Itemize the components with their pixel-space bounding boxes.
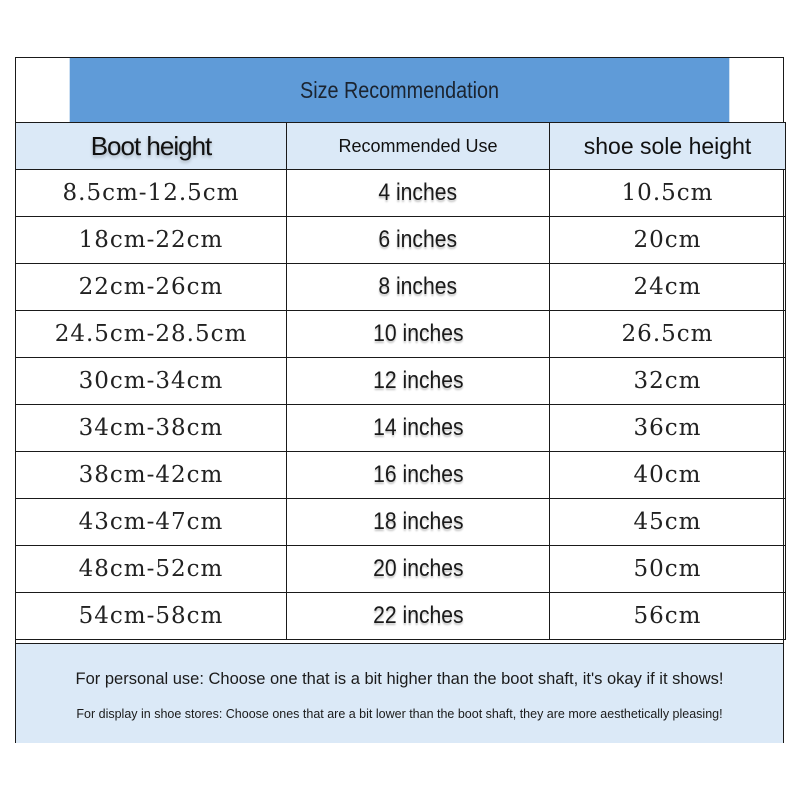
boot-height-cell: 30cm-34cm: [16, 358, 287, 405]
recommended-use-cell: [287, 405, 550, 452]
header-boot-height: Boot height: [16, 123, 287, 170]
recommended-use-cell: [287, 452, 550, 499]
sole-height-cell: 45cm: [550, 499, 786, 546]
recommended-use-cell: [287, 358, 550, 405]
header-row: [16, 123, 786, 170]
recommended-use-cell: [287, 593, 550, 640]
table-row: [16, 452, 786, 499]
sole-height-cell: 24cm: [550, 264, 786, 311]
recommended-use-value: 14 inches: [372, 414, 464, 441]
boot-height-cell: 38cm-42cm: [16, 452, 287, 499]
recommended-use-value: 22 inches: [372, 602, 464, 629]
recommended-use-value: 20 inches: [372, 555, 464, 582]
sole-height-cell: 40cm: [550, 452, 786, 499]
sole-height-cell: 26.5cm: [550, 311, 786, 358]
recommended-use-value: 16 inches: [372, 461, 464, 488]
chart-title: Size Recommendation: [70, 58, 730, 122]
header-recommended-use: Recommended Use: [287, 123, 550, 170]
recommended-use-cell: [287, 170, 550, 217]
recommended-use-cell: [287, 217, 550, 264]
sole-height-cell: 56cm: [550, 593, 786, 640]
recommended-use-value: 12 inches: [372, 367, 464, 394]
boot-height-cell: 54cm-58cm: [16, 593, 287, 640]
boot-height-cell: 22cm-26cm: [16, 264, 287, 311]
table-row: [16, 311, 786, 358]
boot-height-cell: 48cm-52cm: [16, 546, 287, 593]
table-row: [16, 593, 786, 640]
boot-height-cell: 43cm-47cm: [16, 499, 287, 546]
recommended-use-value: 10 inches: [372, 320, 464, 347]
recommended-use-cell: [287, 546, 550, 593]
recommended-use-cell: [287, 264, 550, 311]
table-row: [16, 170, 786, 217]
sole-height-cell: 32cm: [550, 358, 786, 405]
boot-height-cell: 34cm-38cm: [16, 405, 287, 452]
personal-use-note: For personal use: Choose one that is a bit higher than the boot shaft, it's okay if it shows!: [75, 670, 724, 688]
table-row: [16, 217, 786, 264]
recommended-use-value: 18 inches: [372, 508, 464, 535]
table-row: [16, 499, 786, 546]
sole-height-cell: 10.5cm: [550, 170, 786, 217]
boot-height-cell: 18cm-22cm: [16, 217, 287, 264]
boot-height-cell: 24.5cm-28.5cm: [16, 311, 287, 358]
boot-height-cell: 8.5cm-12.5cm: [16, 170, 287, 217]
recommended-use-cell: [287, 311, 550, 358]
size-table: [15, 122, 786, 640]
table-row: [16, 546, 786, 593]
store-display-note: For display in shoe stores: Choose ones that are a bit lower than the boot shaft, they are more aesthetically pleasing!: [76, 707, 723, 721]
sole-height-cell: 20cm: [550, 217, 786, 264]
table-row: [16, 405, 786, 452]
sole-height-cell: 50cm: [550, 546, 786, 593]
table-row: [16, 358, 786, 405]
recommended-use-value: 4 inches: [378, 179, 458, 206]
table-row: [16, 264, 786, 311]
recommended-use-value: 6 inches: [378, 226, 458, 253]
usage-notes: [16, 643, 783, 743]
sole-height-cell: 36cm: [550, 405, 786, 452]
recommended-use-cell: [287, 499, 550, 546]
header-sole-height: shoe sole height: [550, 123, 786, 170]
recommended-use-value: 8 inches: [378, 273, 458, 300]
